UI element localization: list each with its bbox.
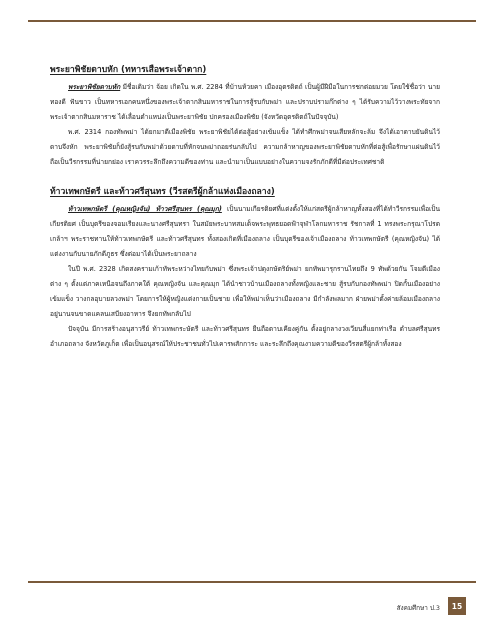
footer-subject-label: สังคมศึกษา ป.3: [396, 604, 440, 612]
paragraph: [50, 80, 440, 125]
paragraph-text: เป็นนามเกียรติยศที่แต่งตั้งให้แก่สตรีผู้กล้าหาญทั้งสองที่ได้ทำวีรกรรมเพื่อเป็นเกียรติยศ เป็นบุตรีของจอมเรียงและนางศรีสุนทรา ในสมัยพระบาทสมเด็จพระพุทธยอดฟ้าจุฬาโลกมหาราช รัชกาลที่ 1 ทรงพระกรุณาโปรดเกล้าฯ พระราชทานให้ท้าวเทพกษัตรี และท้าวศรีสุนทร ทั้งสองเกิดที่เมืองถลาง เป็นบุตรีของเจ้าเมืองถลาง ท้าวเทพกษัตรี (คุณหญิงจัน) ได้แต่งงานกับนายภักดีภูธร ซึ่งต่อมาได้เป็นพระยาถลาง: [50, 205, 440, 258]
section-heading-phraya-phichai: พระยาพิชัยดาบหัก (ทหารเสือพระเจ้าตาก): [50, 65, 207, 75]
paragraph: ในปี พ.ศ. 2328 เกิดสงครามเก้าทัพระหว่างไทยกับพม่า ซึ่งพระเจ้าปดุงกษัตริย์พม่า ยกทัพมารุกรานไทยถึง 9 ทัพด้วยกัน โจมตีเมืองต่าง ๆ ตั้งแต่ภาคเหนือจนถึงภาคใต้ คุณหญิงจัน และคุณมุก ได้นำชาวบ้านเมืองถลางทั้งหญิงและชาย สู้รบกับกองทัพพม่า ปิดกั้นเมืองอย่างเข้มแข็ง วางกลอุบายลวงพม่า โดยการให้ผู้หญิงแต่งกายเป็นชาย เพื่อให้พม่าเห็นว่าเมืองถลาง มีกำลังพลมาก ฝ่ายพม่าตั้งค่ายล้อมเมืองถลางอยู่นานจนขาดแคลนเสบียงอาหาร จึงยกทัพกลับไป: [50, 265, 440, 318]
lead-term: ท้าวเทพกษัตรี (คุณหญิงจัน) ท้าวศรีสุนทร (คุณมุก): [68, 205, 222, 213]
lead-term: พระยาพิชัยดาบหัก: [68, 83, 121, 91]
paragraph-text: มีชื่อเดิมว่า จ้อย เกิดใน พ.ศ. 2284 ที่บ้านห้วยคา เมืองอุตรดิตถ์ เป็นผู้มีฝีมือในการชกต่อยมวย โดยใช้ชื่อว่า นายทองดี ฟันขาว เป็นทหารเอกคนหนึ่งของพระเจ้าตากสินมหาราชในการสู้รบกับพม่า และปราบปรามก๊กต่าง ๆ ได้รับความไว้วางพระทัยจากพระเจ้าตากสินมหาราช ได้เลื่อนตำแหน่งเป็นพระยาพิชัย ปกครองเมืองพิชัย (จังหวัดอุตรดิตถ์ในปัจจุบัน): [50, 83, 440, 121]
footer-rule: [28, 581, 476, 583]
page-number-badge: 15: [448, 597, 466, 615]
header-rule: [28, 20, 476, 22]
section-heading-thao-thep-kasattri: ท้าวเทพกษัตรี และท้าวศรีสุนทร (วีรสตรีผู้กล้าแห่งเมืองถลาง): [50, 187, 275, 197]
document-body: [50, 64, 440, 352]
paragraph: [50, 202, 440, 262]
paragraph: พ.ศ. 2314 กองทัพพม่า ได้ยกมาตีเมืองพิชัย พระยาพิชัยได้ต่อสู้อย่างเข้มแข็ง ได้ทำศึกพม่าจนเสียหลักจะล้ม จึงได้เอาดาบยันดินไว้ดาบจึงหัก พระยาพิชัยก็ยังสู้รบกับพม่าด้วยดาบที่หักจนพม่าถอยร่นกลับไป ความกล้าหาญของพระยาพิชัยดาบหักที่ต่อสู้เพื่อรักษาแผ่นดินไว้ ถือเป็นวีรกรรมที่น่ายกย่อง เราควรระลึกถึงความดีของท่าน และนำมาเป็นแบบอย่างในความจงรักภักดีที่มีต่อประเทศชาติ: [50, 128, 440, 166]
paragraph: ปัจจุบัน มีการสร้างอนุสาวรีย์ ท้าวเทพกระษัตรี และท้าวศรีสุนทร ยืนถือดาบเคียงคู่กัน ตั้งอยู่กลางวงเวียนสี่แยกท่าเรือ ตำบลศรีสุนทร อำเภอถลาง จังหวัดภูเก็ต เพื่อเป็นอนุสรณ์ให้ประชาชนทั่วไปเคารพสักการะ และระลึกถึงคุณงามความดีของวีรสตรีผู้กล้าทั้งสอง: [50, 325, 440, 348]
